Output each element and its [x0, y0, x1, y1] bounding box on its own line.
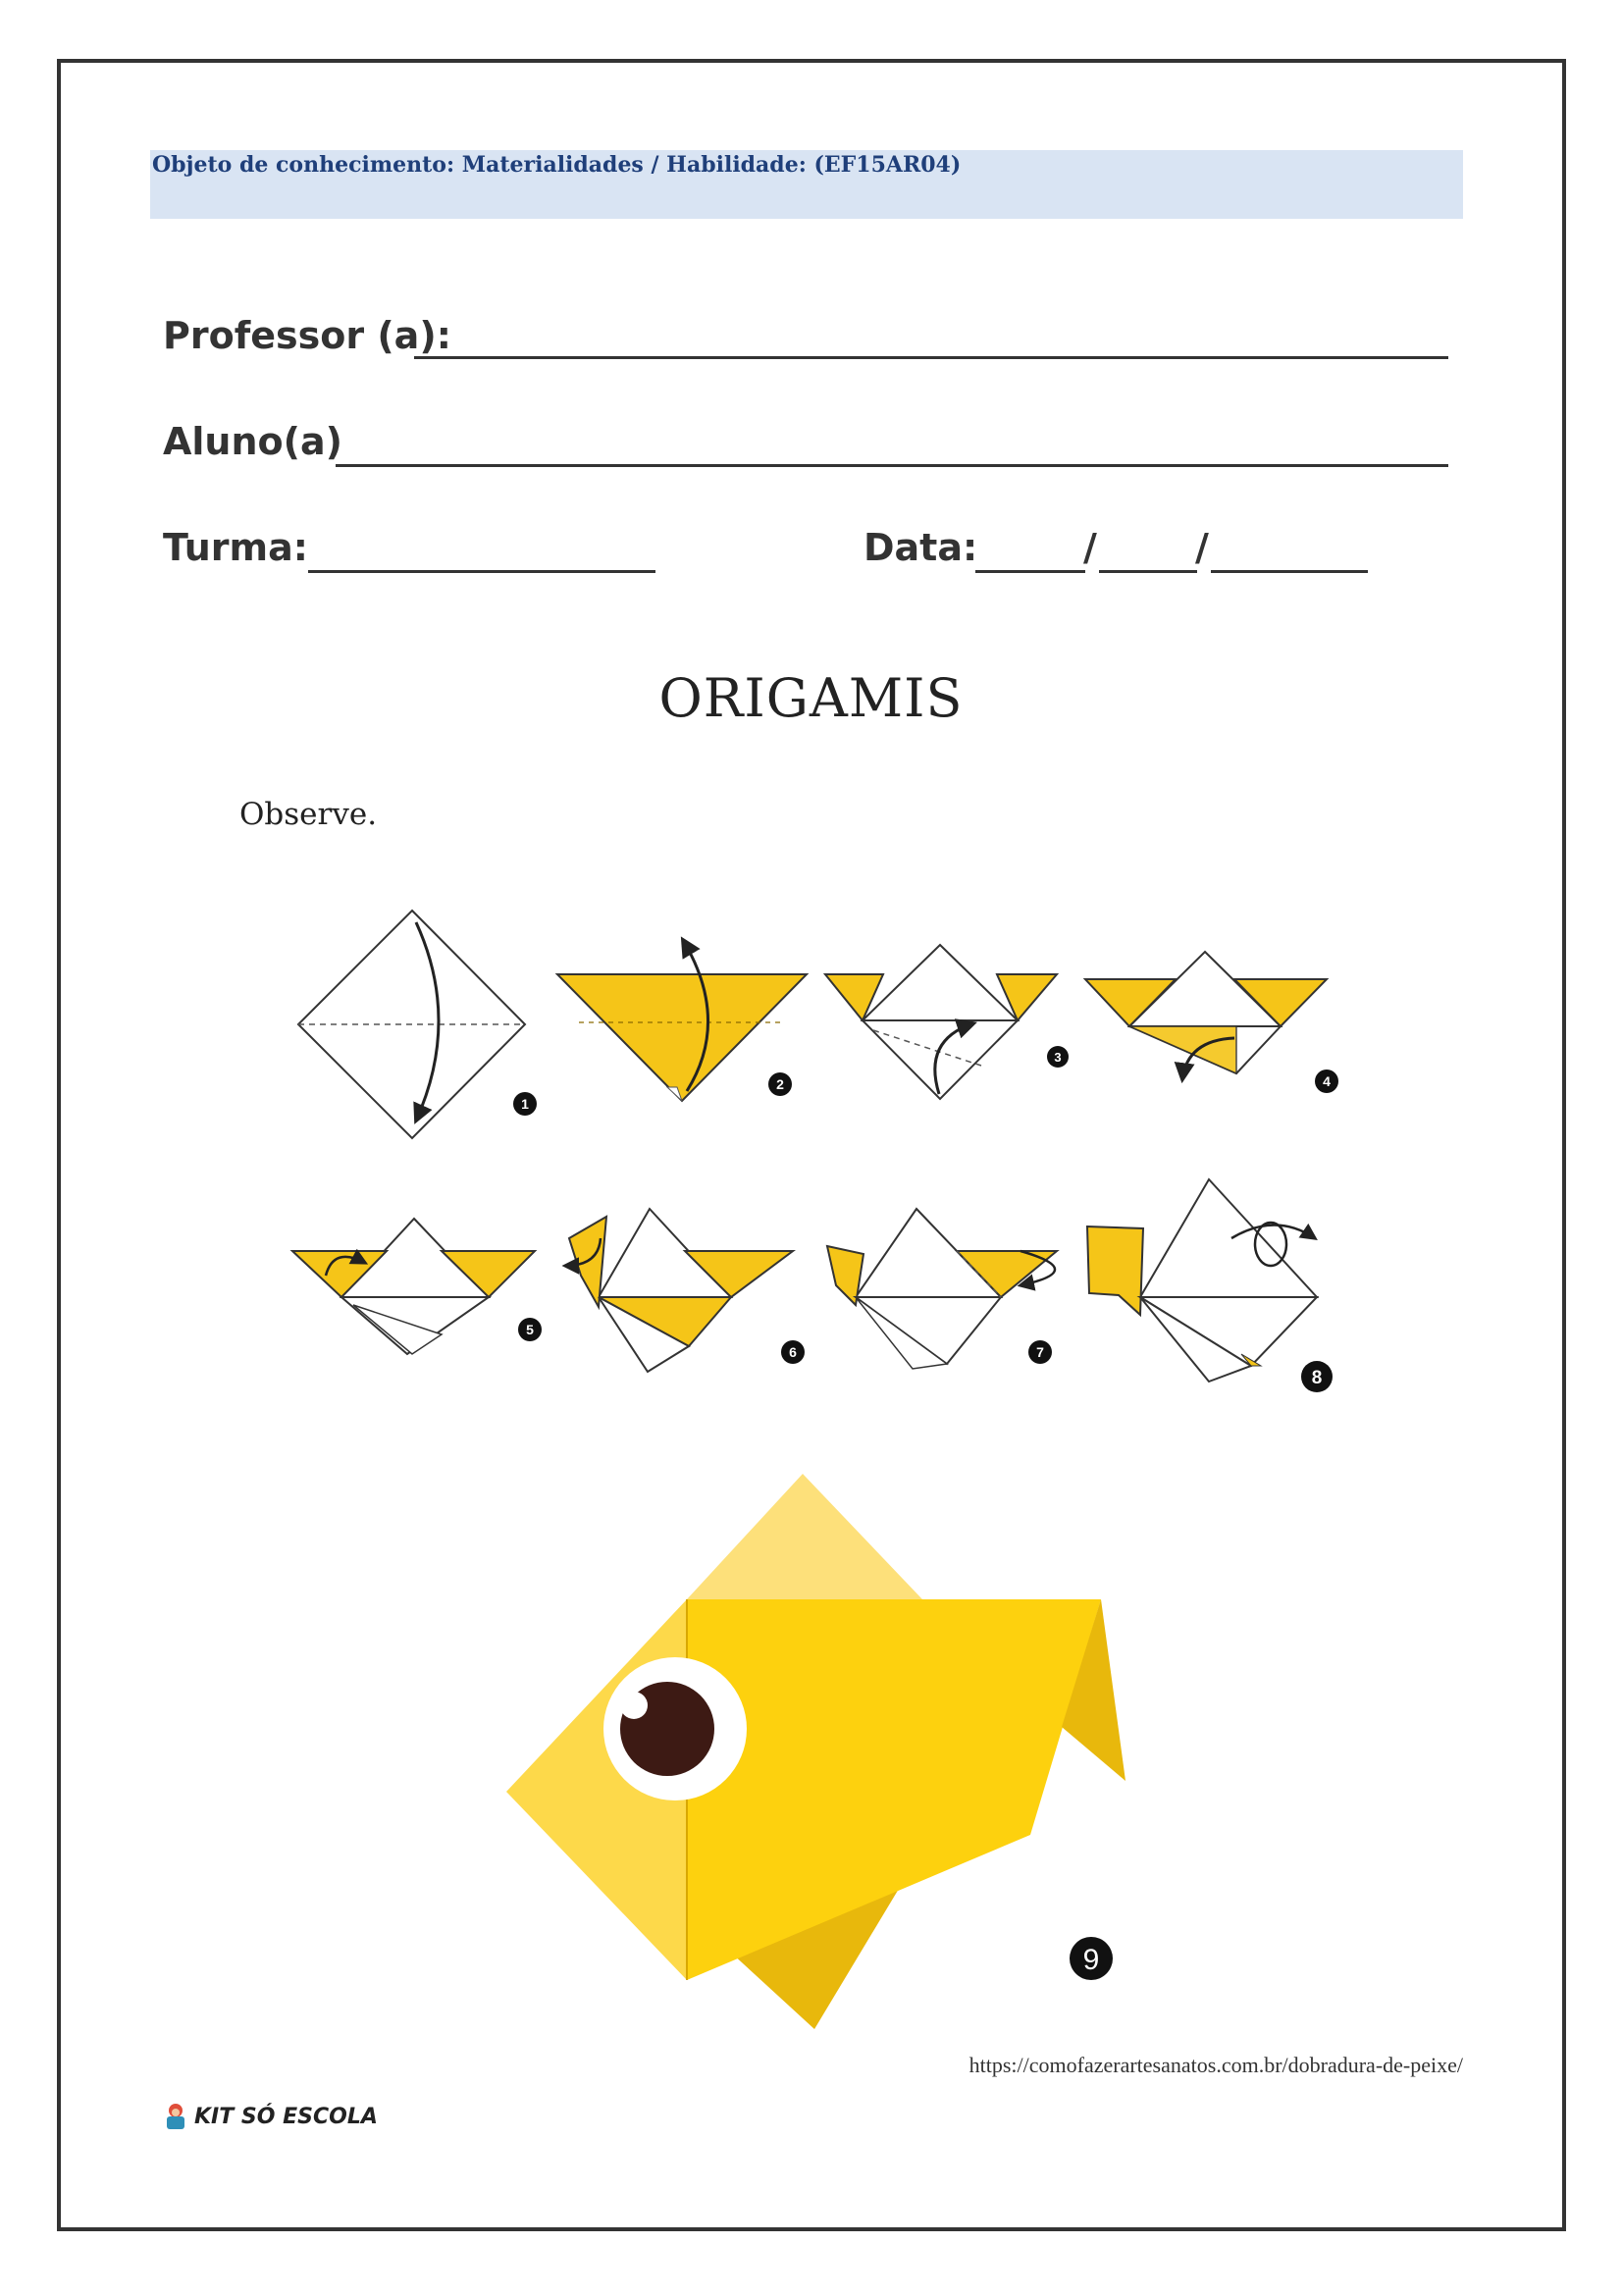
- fish-eye-highlight: [620, 1692, 648, 1719]
- teacher-label: Professor (a):: [163, 314, 451, 357]
- step-number: 1: [521, 1096, 529, 1112]
- page-title: ORIGAMIS: [658, 667, 964, 729]
- brand-logo: [163, 2100, 378, 2133]
- objective-text: Objeto de conhecimento: Materialidades / Habilidade: (EF15AR04): [152, 152, 962, 178]
- step-number: 2: [776, 1076, 784, 1092]
- date-label: Data:: [863, 526, 978, 569]
- brand-name: KIT SÓ ESCOLA: [194, 2104, 378, 2129]
- step-8-figure: [1087, 1179, 1333, 1392]
- step-number: 5: [526, 1322, 534, 1337]
- student-mascot-icon: [163, 2102, 188, 2131]
- step-number: 9: [1082, 1944, 1100, 1976]
- step-number: 3: [1054, 1050, 1062, 1065]
- step-7-figure: [827, 1209, 1057, 1369]
- class-label: Turma:: [163, 526, 308, 569]
- instruction-text: Observe.: [239, 797, 378, 832]
- step-number: 6: [789, 1344, 797, 1360]
- date-separator: /: [1083, 526, 1097, 569]
- step-number: 4: [1323, 1073, 1331, 1089]
- step-1-figure: [298, 911, 537, 1138]
- step-3-figure: [825, 945, 1069, 1099]
- step-4-figure: [1085, 952, 1338, 1093]
- step-5-figure: [292, 1219, 542, 1354]
- step-2-figure: [557, 940, 807, 1101]
- student-label: Aluno(a): [163, 420, 343, 463]
- date-separator: /: [1195, 526, 1209, 569]
- step-number: 8: [1311, 1368, 1323, 1388]
- step-number: 7: [1036, 1344, 1044, 1360]
- source-link[interactable]: https://comofazerartesanatos.com.br/dobradura-de-peixe/: [968, 2053, 1463, 2077]
- step-9-fish: [506, 1474, 1125, 2029]
- step-6-figure: [565, 1209, 805, 1372]
